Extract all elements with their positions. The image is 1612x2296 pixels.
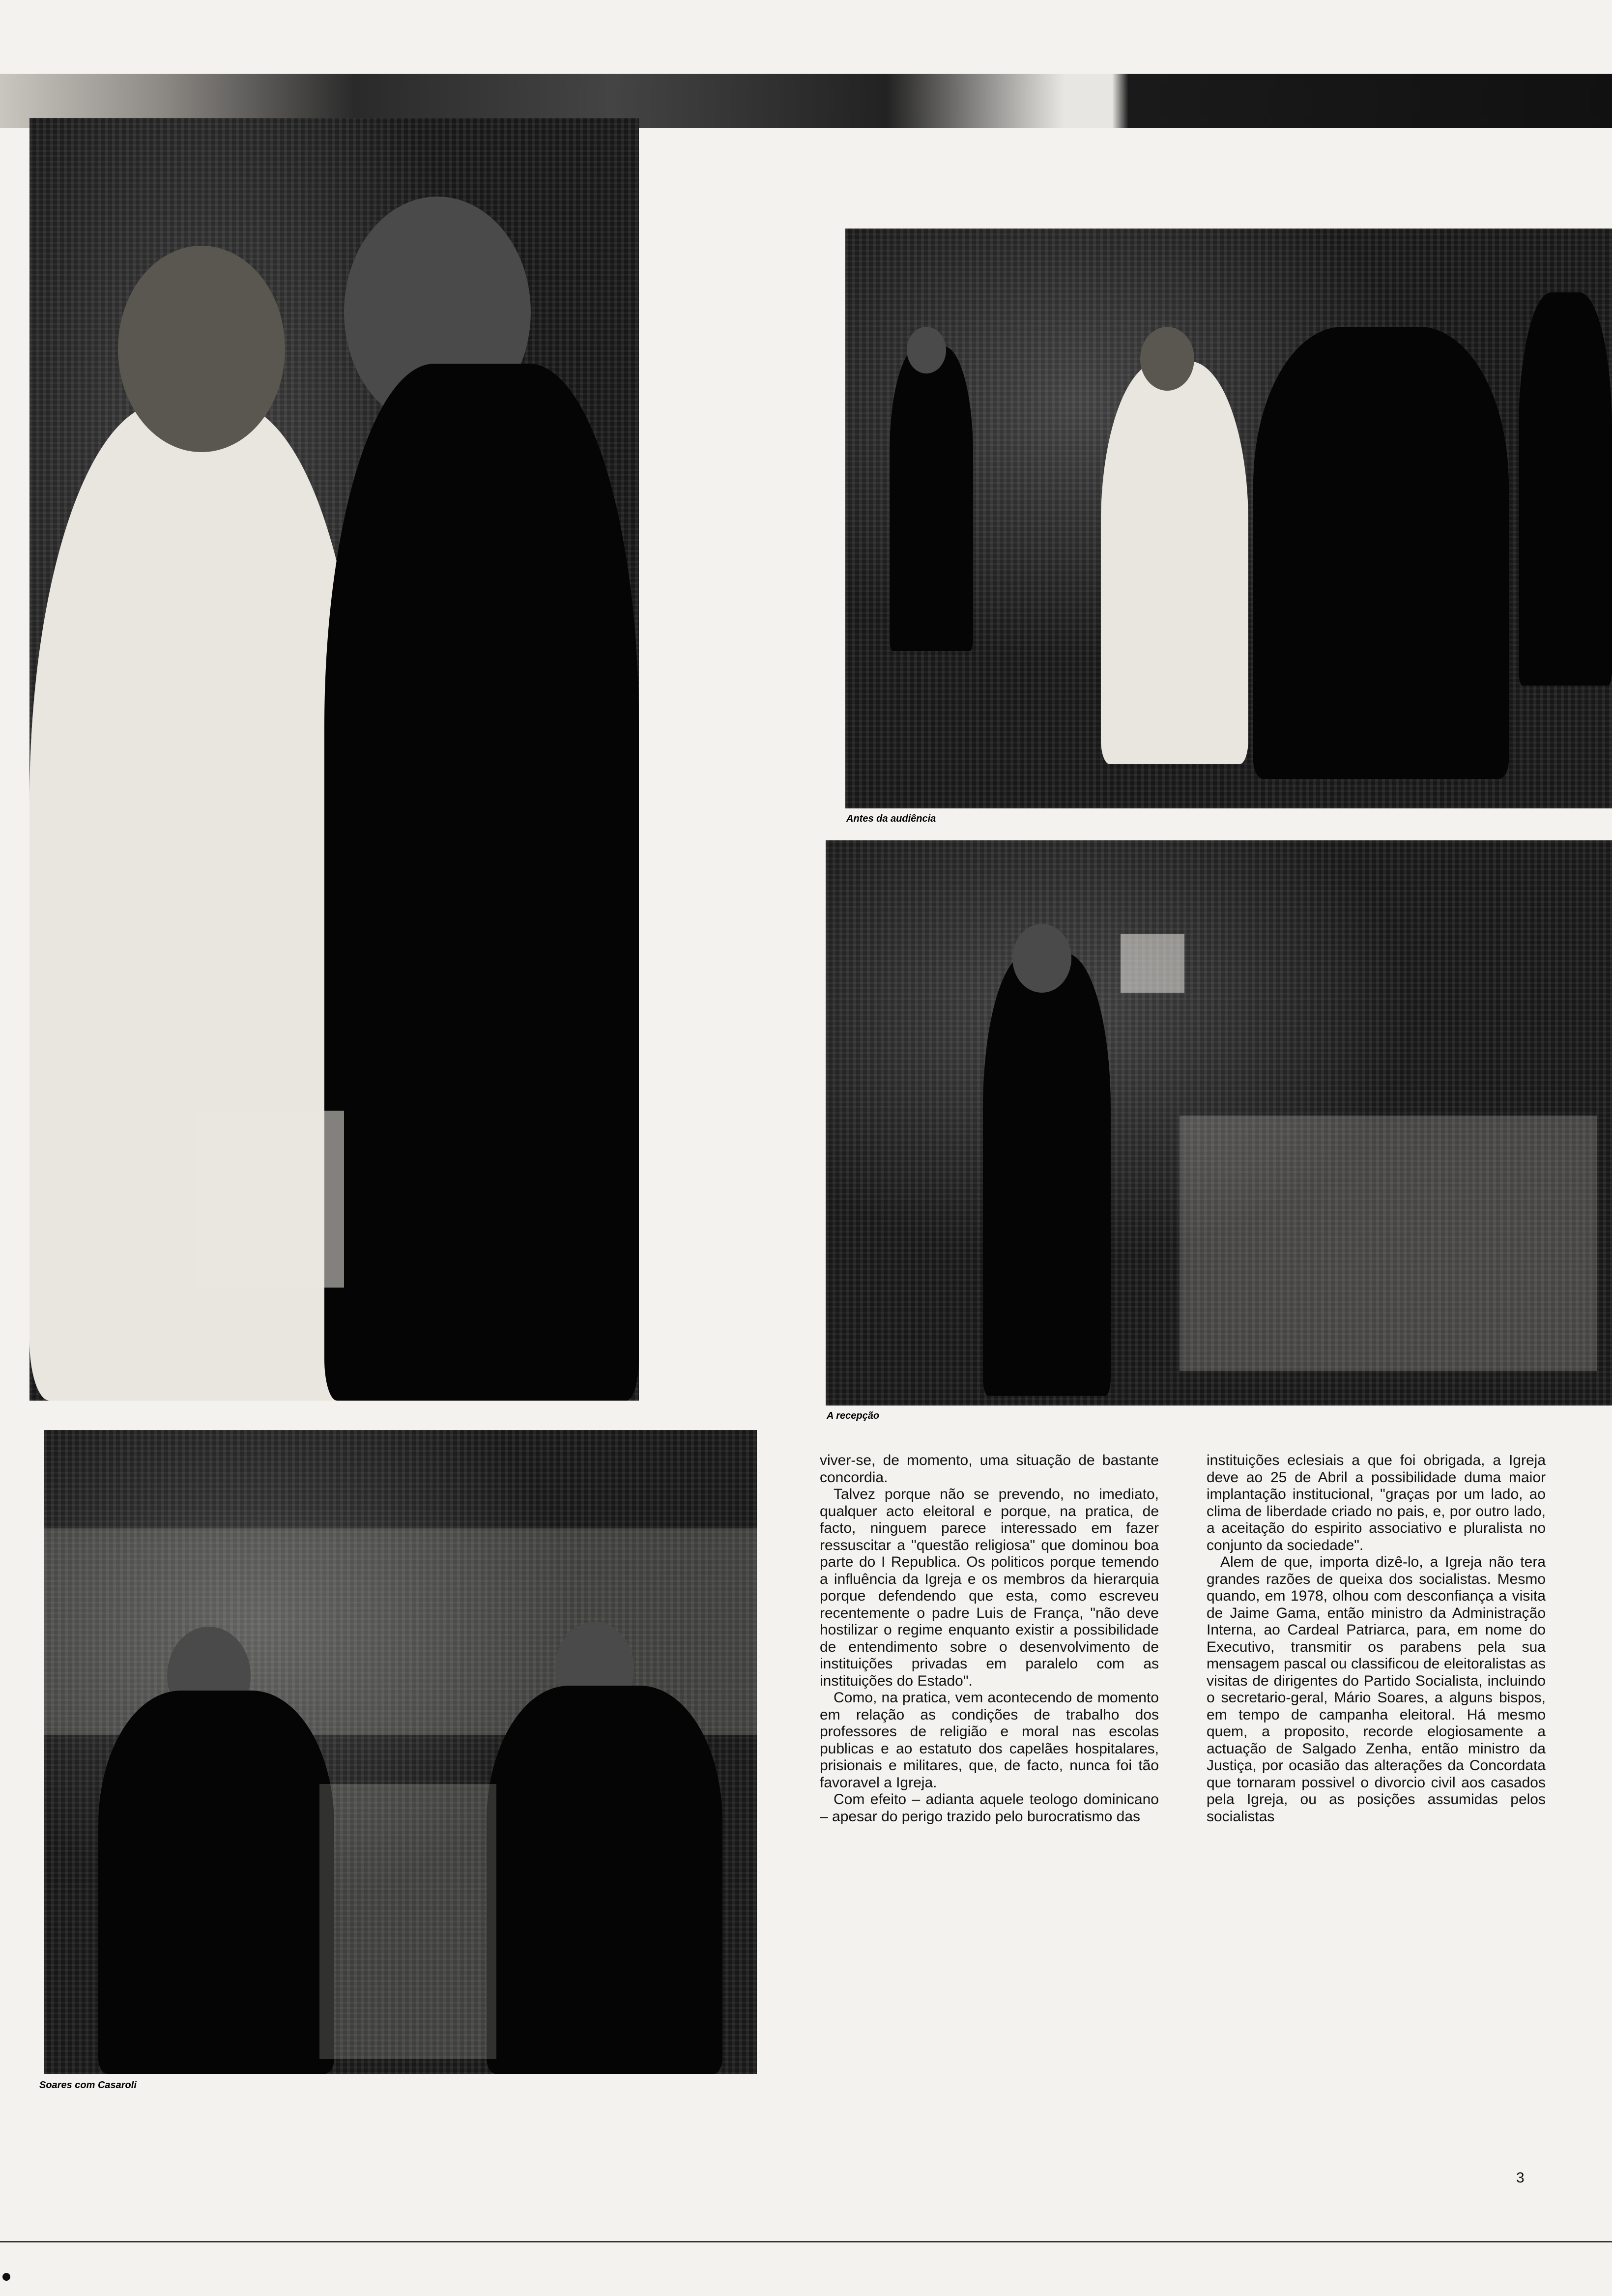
paragraph: viver-se, de momento, uma situação de bastante concordia. <box>820 1452 1159 1486</box>
paragraph: instituições eclesiais a que foi obrigada, a Igreja deve ao 25 de Abril a possibilidade duma maior implantação institucional, "graças por um lado, ao clima de liberdade criado no pais, e, por outro lado, a aceitação do espirito associativo e pluralista no conjunto da sociedade". <box>1207 1452 1546 1553</box>
photo-reception <box>826 840 1612 1406</box>
paragraph: Talvez porque não se prevendo, no imediato, qualquer acto eleitoral e porque, na pratica, de facto, ninguem parece interessado em fazer ressuscitar a "questão religiosa" que dominou boa parte do I Republica. Os politicos porque temendo a influência da Igreja e os membros da hierarquia porque defendendo que esta, como escreveu recentemente o padre Luis de França, "não deve hostilizar o regime enquanto existir a possibilidade de entendimento sobre o desenvolvimento de instituições privadas em paralelo com as instituições do Estado". <box>820 1486 1159 1689</box>
text-column-left <box>820 1452 1159 1825</box>
pope-figure <box>1101 361 1248 764</box>
seated-guests <box>1180 1116 1597 1371</box>
photo-soares-casaroli <box>44 1430 757 2074</box>
photo-pope-and-soares <box>29 118 639 1401</box>
page-number: 3 <box>1516 2170 1525 2186</box>
paragraph: Como, na pratica, vem acontecendo de momento em relação as condições de trabalho dos professores de religião e moral nas escolas publicas e ao estatuto dos capelães hospitalares, prisionais e militares, que, de facto, nunca foi tão favoravel a Igreja. <box>820 1690 1159 1791</box>
text-column-right <box>1207 1452 1546 1825</box>
paragraph: Alem de que, importa dizê-lo, a Igreja não tera grandes razões de queixa dos socialistas. Mesmo quando, em 1978, olhou com desconfiança a visita de Jaime Gama, então ministro da Administração Interna, ao Cardeal Patriarca, para, em nome do Executivo, transmitir os parabens pela sua mensagem pascal ou classificou de eleitoralistas as visitas de dirigentes do Partido Socialista, incluindo o secretario-geral, Mário Soares, a alguns bispos, em tempo de campanha eleitoral. Há mesmo quem, a proposito, recorde elogiosamente a actuação de Salgado Zenha, então ministro da Justiça, por ocasião das alterações da Concordata que tornaram possivel o divorcio civil aos casados pela Igreja, ou as posições assumidas pelos socialistas <box>1207 1554 1546 1825</box>
pope-head <box>1140 327 1194 391</box>
man-figure <box>324 364 639 1401</box>
lamp <box>1121 934 1184 993</box>
pope-head <box>118 246 285 452</box>
scan-dot <box>2 2273 10 2281</box>
man-right-figure <box>1519 292 1612 686</box>
group-figures <box>1253 327 1509 779</box>
man-left-head <box>907 327 946 373</box>
paragraph: Com efeito – adianta aquele teologo dominicano – apesar do perigo trazido pelo burocratismo das <box>820 1791 1159 1825</box>
caption-soares-casaroli: Soares com Casaroli <box>39 2080 137 2091</box>
caption-reception: A recepção <box>827 1410 880 1421</box>
soares-figure <box>98 1691 334 2074</box>
photo-before-audience <box>845 229 1612 808</box>
man-standing-head <box>1012 924 1071 993</box>
decorated-table <box>319 1784 496 2059</box>
casaroli-figure <box>487 1686 722 2074</box>
bottom-rule <box>0 2241 1612 2242</box>
man-left-figure <box>890 346 973 651</box>
floor-pattern <box>197 1111 344 1288</box>
man-standing-figure <box>983 953 1111 1396</box>
caption-before-audience: Antes da audiência <box>846 813 936 824</box>
